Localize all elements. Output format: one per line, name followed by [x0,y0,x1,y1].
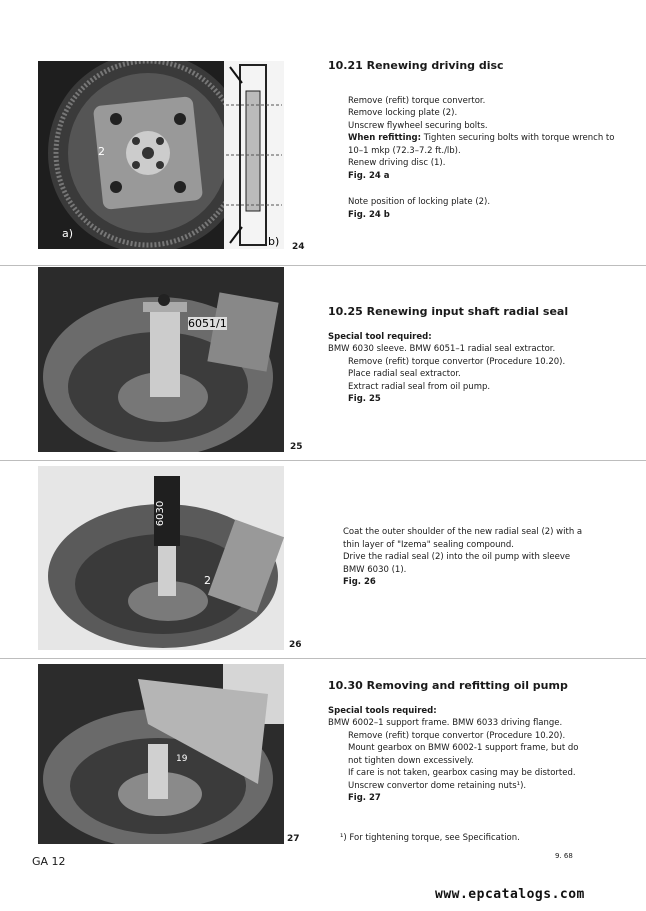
step-line: Unscrew flywheel securing bolts. [348,120,488,131]
figure-26-photo [38,466,284,650]
procedure-steps [328,95,628,222]
fig-ref: Fig. 24 a [348,170,390,181]
input-shaft-seal-illustration [38,267,284,452]
section-10-25 [328,306,628,406]
step-line: Drive the radial seal (2) into the oil pump with sleeve BMW 6030 (1). [343,552,571,575]
note-line: Note position of locking plate (2). [348,197,491,207]
step-line: Remove locking plate (2). [348,108,458,118]
step-line: Remove (refit) torque convertor (Procedure 10.20). [348,730,566,741]
watermark-url: www.epcatalogs.com [435,887,585,902]
divider [0,460,646,461]
section-radial-seal-refit [343,526,583,589]
fig24-label-a: a) [62,227,74,240]
step-line: If care is not taken, gearbox casing may be distorted. [348,768,576,778]
section-title: 10.25 Renewing input shaft radial seal [328,305,569,318]
figure-27-number: 27 [287,834,300,844]
fig26-tool-text: 6030 [155,500,167,527]
step-line: Mount gearbox on BMW 6002-1 support frame, but do not tighten down excessively. [348,743,579,766]
figure-24-photo [38,61,284,249]
footnote: ¹) For tightening torque, see Specification. [340,833,520,843]
fig25-callout: 6051/1 [188,317,227,330]
fig-ref: Fig. 27 [348,793,381,803]
step-line: Extract radial seal from oil pump. [348,381,491,392]
section-title: 10.21 Renewing driving disc [328,59,504,72]
when-text: Tighten securing bolts with torque wrench to 10–1 mkp (72.3–7.2 ft./lb). [348,133,615,156]
fig-ref: Fig. 25 [348,394,381,404]
step-line: Remove (refit) torque convertor (Procedure 10.20). [348,356,566,367]
figure-26-number: 26 [289,640,302,650]
figure-27-photo [38,664,284,844]
oil-pump-illustration [38,664,284,844]
section-title: 10.30 Removing and refitting oil pump [328,679,568,692]
step-line: Renew driving disc (1). [348,158,446,168]
figure-25-number: 25 [290,442,303,452]
flywheel-illustration [38,61,284,249]
divider [0,658,646,659]
figure-25-photo [38,267,284,452]
fig-ref: Fig. 26 [343,577,376,587]
figure-24-number: 24 [292,242,305,252]
divider [0,265,646,266]
fig24-label-b: b) [268,235,280,248]
fig24-callout: 2 [98,145,105,158]
seal-driving-illustration [38,466,284,650]
tool-label: Special tools required: [328,705,437,716]
page-code: GA 12 [32,855,66,868]
tool-text: BMW 6002–1 support frame. BMW 6033 driving flange. [328,718,563,728]
fig-ref: Fig. 24 b [348,209,390,220]
section-10-30 [328,680,628,805]
procedure-steps [328,356,628,406]
fig26-callout: 2 [204,574,211,587]
when-label: When refitting: [348,133,422,143]
step-line: Coat the outer shoulder of the new radial seal (2) with a thin layer of "Izema" sealing compound. [343,527,583,550]
step-line: Unscrew convertor dome retaining nuts¹). [348,780,527,791]
tool-text: BMW 6030 sleeve. BMW 6051–1 radial seal extractor. [328,344,556,354]
step-line: Place radial seal extractor. [348,369,461,379]
step-line: Remove (refit) torque convertor. [348,95,486,106]
tool-label: Special tool required: [328,331,432,342]
page-date: 9. 68 [555,852,573,860]
when-refitting [348,132,628,157]
procedure-steps [328,730,588,805]
fig27-callout: 19 [176,754,188,764]
section-10-21 [328,60,628,221]
